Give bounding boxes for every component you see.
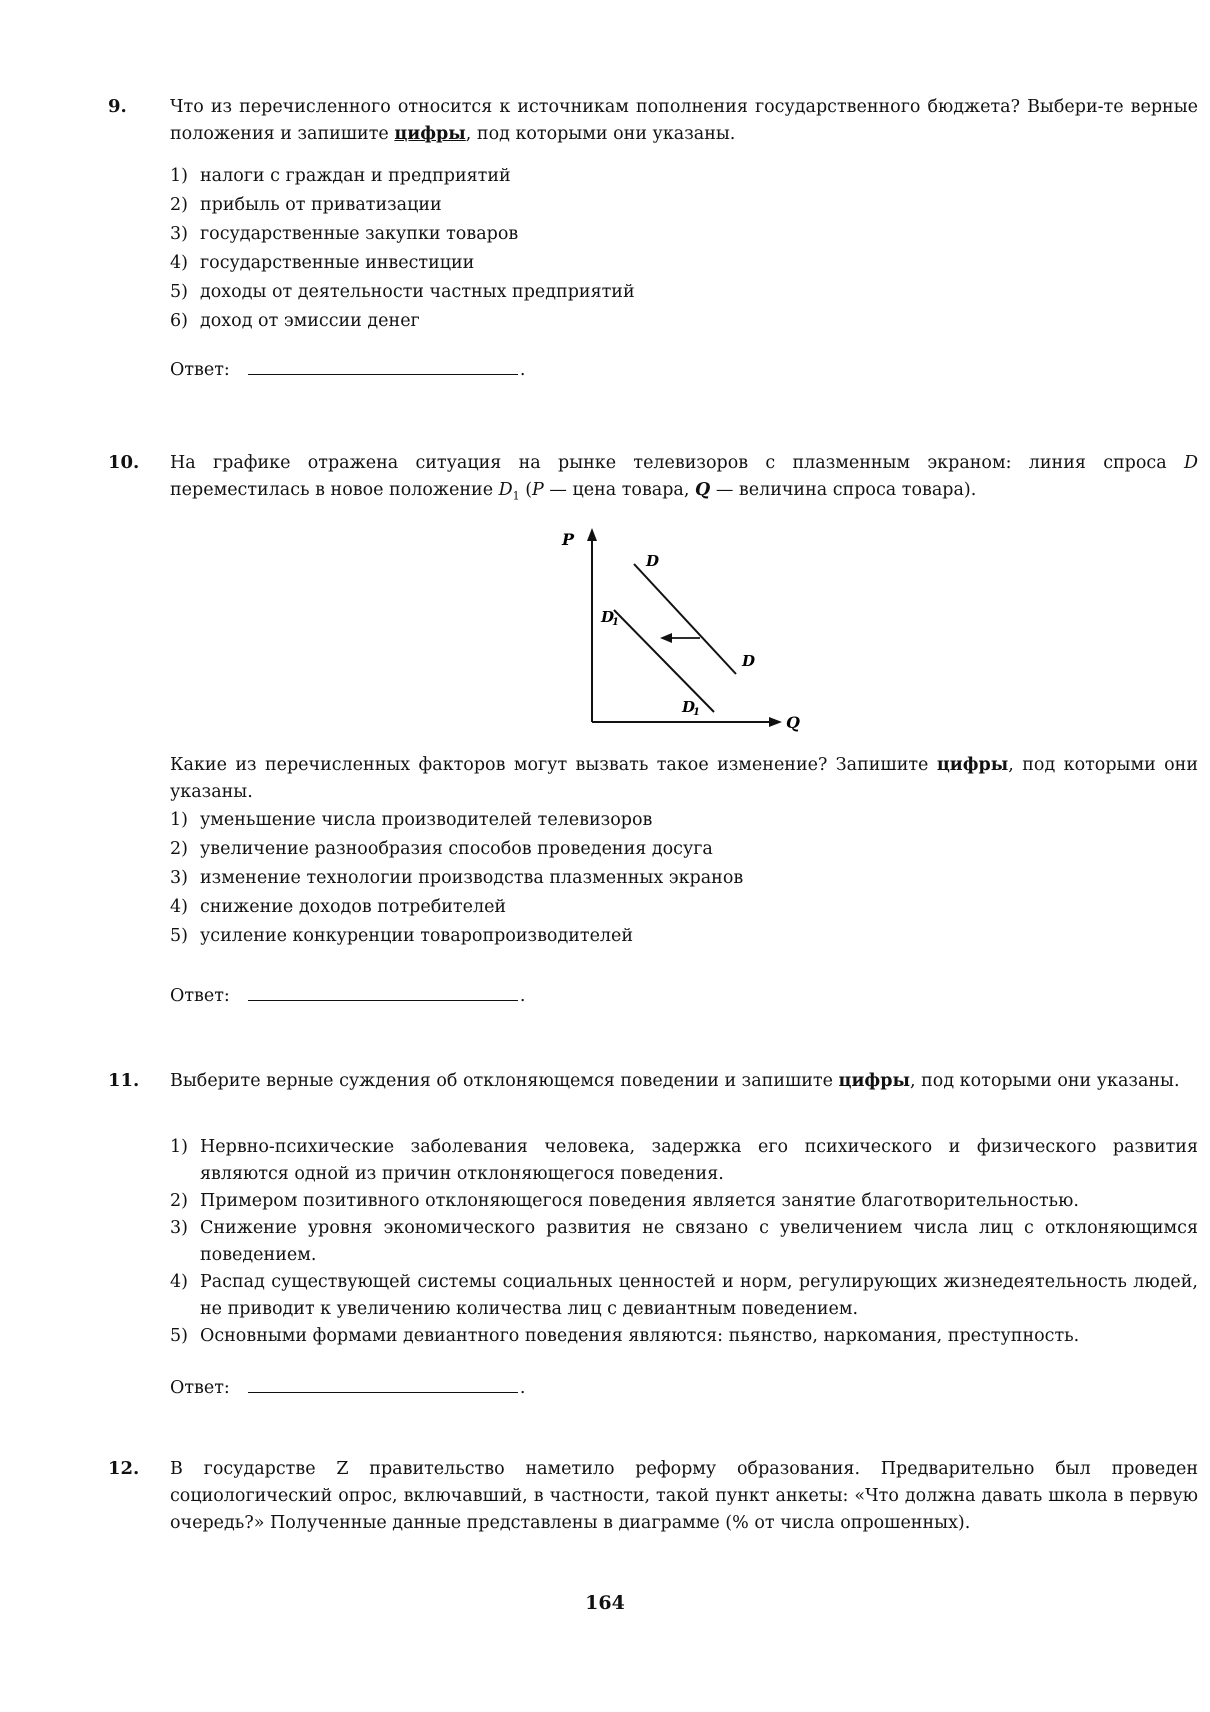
answer-label: Ответ: xyxy=(170,986,230,1006)
option-1[interactable] xyxy=(170,162,1198,191)
stem-subscript: 1 xyxy=(512,489,520,503)
option-text: доход от эмиссии денег xyxy=(200,311,420,331)
option-number: 4) xyxy=(170,897,188,917)
question-stem: В государстве Z правительство наметило реформу образования. Предварительно был проведен социологический опрос, включавший, в частности, такой пункт анкеты: «Что должна давать школа в первую очередь?» Полученные данные представлены в диаграмме (% от числа опрошенных). xyxy=(170,1459,1198,1533)
option-5[interactable] xyxy=(170,278,1198,307)
option-number: 5) xyxy=(170,1326,188,1346)
option-text: уменьшение числа производителей телевизоров xyxy=(200,810,653,830)
prompt-text: , под которыми они указаны. xyxy=(170,755,1198,802)
option-number: 3) xyxy=(170,868,188,888)
question-number: 9. xyxy=(108,96,127,117)
option-number: 1) xyxy=(170,166,188,186)
stem-text: ( xyxy=(519,480,533,500)
prompt-text: Какие из перечисленных факторов могут вызвать такое изменение? Запишите xyxy=(170,755,937,775)
option-1[interactable] xyxy=(170,806,1198,835)
option-text: государственные инвестиции xyxy=(200,253,475,273)
option-number: 3) xyxy=(170,1218,188,1238)
option-text: усиление конкуренции товаропроизводителей xyxy=(200,926,634,946)
answer-line[interactable] xyxy=(248,984,518,1001)
option-2[interactable] xyxy=(170,1188,1198,1215)
options-list xyxy=(170,162,1198,336)
answer-field[interactable] xyxy=(170,984,525,1006)
stem-text: переместилась в новое положение xyxy=(170,480,499,500)
option-text: прибыль от приватизации xyxy=(200,195,442,215)
answer-dot: . xyxy=(519,360,526,380)
stem-text: На графике отражена ситуация на рынке телевизоров с плазменным экраном: линия спроса xyxy=(170,453,1184,473)
option-number: 2) xyxy=(170,1191,188,1211)
option-number: 3) xyxy=(170,224,188,244)
option-text: Примером позитивного отклоняющегося поведения является занятие благотворительностью. xyxy=(200,1191,1079,1211)
stem-text: — цена товара, xyxy=(543,480,695,500)
option-text: Основными формами девиантного поведения являются: пьянство, наркомания, преступность. xyxy=(200,1326,1080,1346)
option-5[interactable] xyxy=(170,1323,1198,1350)
stem-text: Что из перечисленного относится к источникам пополнения государственного бюджета? Выбери-те верные положения и запишите xyxy=(170,97,1198,144)
option-text: доходы от деятельности частных предприятий xyxy=(200,282,635,302)
q-axis-label: Q xyxy=(786,713,800,732)
options-list xyxy=(170,806,1198,951)
answer-label: Ответ: xyxy=(170,360,230,380)
question-stem xyxy=(170,1068,1198,1095)
prompt-emphasis: цифры xyxy=(936,755,1009,775)
stem-text: — величина спроса товара). xyxy=(710,480,977,500)
stem-text: , под которыми они указаны. xyxy=(910,1071,1180,1091)
p-axis-label: P xyxy=(562,530,575,549)
stem-emphasis: цифры xyxy=(838,1071,910,1091)
option-4[interactable] xyxy=(170,1269,1198,1323)
option-text: налоги с граждан и предприятий xyxy=(200,166,511,186)
option-number: 1) xyxy=(170,810,188,830)
option-1[interactable] xyxy=(170,1134,1198,1188)
option-number: 6) xyxy=(170,311,188,331)
answer-dot: . xyxy=(519,986,526,1006)
option-3[interactable] xyxy=(170,220,1198,249)
question-stem xyxy=(170,94,1198,148)
stem-emphasis: цифры xyxy=(394,124,466,144)
option-3[interactable] xyxy=(170,1215,1198,1269)
option-text: Распад существующей системы социальных ценностей и норм, регулирующих жизнедеятельность людей, не приводит к увеличению количества лиц с девиантным поведением. xyxy=(200,1272,1198,1319)
option-text: изменение технологии производства плазменных экранов xyxy=(200,868,744,888)
label-d1-top: D xyxy=(601,608,615,626)
options-list xyxy=(170,1134,1198,1350)
label-d1-top-sub: 1 xyxy=(612,617,619,628)
stem-symbol: Q xyxy=(695,480,711,500)
answer-field[interactable] xyxy=(170,358,525,380)
page-number: 164 xyxy=(585,1592,625,1614)
label-d-top: D xyxy=(646,552,660,570)
option-number: 5) xyxy=(170,926,188,946)
option-2[interactable] xyxy=(170,835,1198,864)
stem-text: Выберите верные суждения об отклоняющемся поведении и запишите xyxy=(170,1071,839,1091)
option-5[interactable] xyxy=(170,922,1198,951)
answer-dot: . xyxy=(519,1378,526,1398)
q-axis-arrowhead xyxy=(769,717,782,727)
option-text: Нервно-психические заболевания человека, задержка его психического и физического развития являются одной из причин отклоняющегося поведения. xyxy=(200,1137,1198,1184)
stem-symbol: D xyxy=(1183,453,1198,473)
question-number: 10. xyxy=(108,452,140,473)
label-d1-bottom: D xyxy=(682,698,696,716)
question-number: 12. xyxy=(108,1458,140,1479)
question-prompt xyxy=(170,752,1198,806)
stem-symbol: D xyxy=(498,480,513,500)
question-number: 11. xyxy=(108,1070,140,1091)
option-text: снижение доходов потребителей xyxy=(200,897,507,917)
option-text: увеличение разнообразия способов проведения досуга xyxy=(200,839,713,859)
question-stem xyxy=(170,450,1198,510)
option-number: 4) xyxy=(170,253,188,273)
p-axis-arrowhead xyxy=(587,528,597,541)
option-number: 1) xyxy=(170,1137,188,1157)
option-3[interactable] xyxy=(170,864,1198,893)
answer-line[interactable] xyxy=(248,1376,518,1393)
option-number: 2) xyxy=(170,839,188,859)
stem-symbol: P xyxy=(532,480,544,500)
answer-field[interactable] xyxy=(170,1376,525,1398)
label-d-bottom: D xyxy=(742,652,756,670)
demand-curve-d1 xyxy=(614,610,714,712)
stem-text: , под которыми они указаны. xyxy=(465,124,736,144)
option-4[interactable] xyxy=(170,249,1198,278)
answer-label: Ответ: xyxy=(170,1378,230,1398)
option-number: 4) xyxy=(170,1272,188,1292)
answer-line[interactable] xyxy=(248,358,518,375)
shift-arrowhead xyxy=(660,633,672,643)
option-text: государственные закупки товаров xyxy=(200,224,519,244)
option-number: 2) xyxy=(170,195,188,215)
option-4[interactable] xyxy=(170,893,1198,922)
option-6[interactable] xyxy=(170,307,1198,336)
demand-curve-d xyxy=(634,564,736,674)
label-d1-bottom-sub: 1 xyxy=(693,707,700,718)
option-number: 5) xyxy=(170,282,188,302)
demand-shift-chart xyxy=(550,522,810,732)
option-text: Снижение уровня экономического развития не связано с увеличением числа лиц с отклоняющимся поведением. xyxy=(200,1218,1198,1265)
option-2[interactable] xyxy=(170,191,1198,220)
